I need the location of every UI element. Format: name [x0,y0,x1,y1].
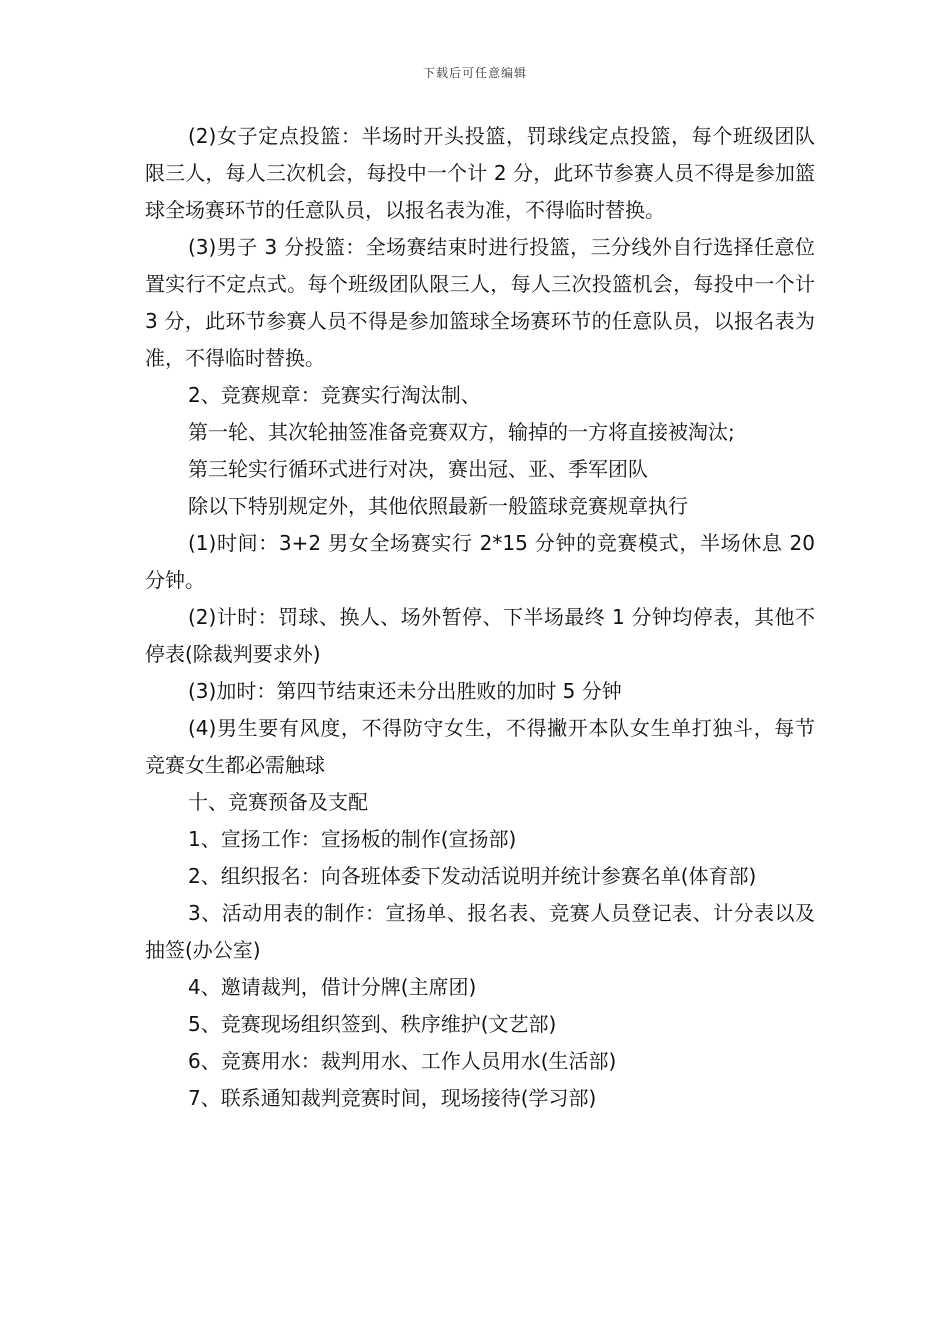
document-body [145,118,815,1117]
list-item-signin-order: 5、竞赛现场组织签到、秩序维护(文艺部) [188,1012,557,1036]
list-item-referees: 4、邀请裁判，借计分牌(主席团) [188,975,477,999]
list-item-contact-referees: 7、联系通知裁判竞赛时间，现场接待(学习部) [188,1086,597,1110]
list-item-forms: 3、活动用表的制作：宣扬单、报名表、竞赛人员登记表、计分表以及抽签(办公室) [145,901,815,962]
paragraph-round-one-two: 第一轮、其次轮抽签准备竞赛双方，输掉的一方将直接被淘汰; [188,420,735,444]
paragraph-women-fixed-shooting: (2)女子定点投篮：半场时开头投篮，罚球线定点投篮，每个班级团队限三人，每人三次机会，每投中一个计 2 分，此环节参赛人员不得是参加篮球全场赛环节的任意队员，以报名表为准，不得临时替换。 [145,124,815,222]
list-item-registration: 2、组织报名：向各班体委下发动活说明并统计参赛名单(体育部) [188,864,757,888]
paragraph-round-three: 第三轮实行循环式进行对决，赛出冠、亚、季军团队 [188,457,648,481]
paragraph-rule-sportsmanship: (4)男生要有风度，不得防守女生，不得撇开本队女生单打独斗，每节竞赛女生都必需触球 [145,716,815,777]
paragraph-competition-rules: 2、竞赛规章：竞赛实行淘汰制、 [188,383,481,407]
section-heading-preparation: 十、竞赛预备及支配 [188,790,368,814]
paragraph-rule-time: (1)时间：3+2 男女全场赛实行 2*15 分钟的竞赛模式，半场休息 20 分钟。 [145,531,815,592]
page-header-note: 下载后可任意编辑 [422,66,527,80]
list-item-water: 6、竞赛用水：裁判用水、工作人员用水(生活部) [188,1049,617,1073]
paragraph-men-three-point: (3)男子 3 分投篮：全场赛结束时进行投篮，三分线外自行选择任意位置实行不定点式。每个班级团队限三人，每人三次投篮机会，每投中一个计 3 分，此环节参赛人员不得是参加篮球全场赛环节的任意队员，以报名表为准，不得临时替换。 [145,235,815,370]
paragraph-rule-overtime: (3)加时：第四节结束还未分出胜败的加时 5 分钟 [188,679,622,703]
paragraph-rule-timing: (2)计时：罚球、换人、场外暂停、下半场最终 1 分钟均停表，其他不停表(除裁判要求外) [145,605,815,666]
list-item-publicity: 1、宣扬工作：宣扬板的制作(宣扬部) [188,827,517,851]
paragraph-general-rules: 除以下特别规定外，其他依照最新一般篮球竞赛规章执行 [188,494,688,518]
